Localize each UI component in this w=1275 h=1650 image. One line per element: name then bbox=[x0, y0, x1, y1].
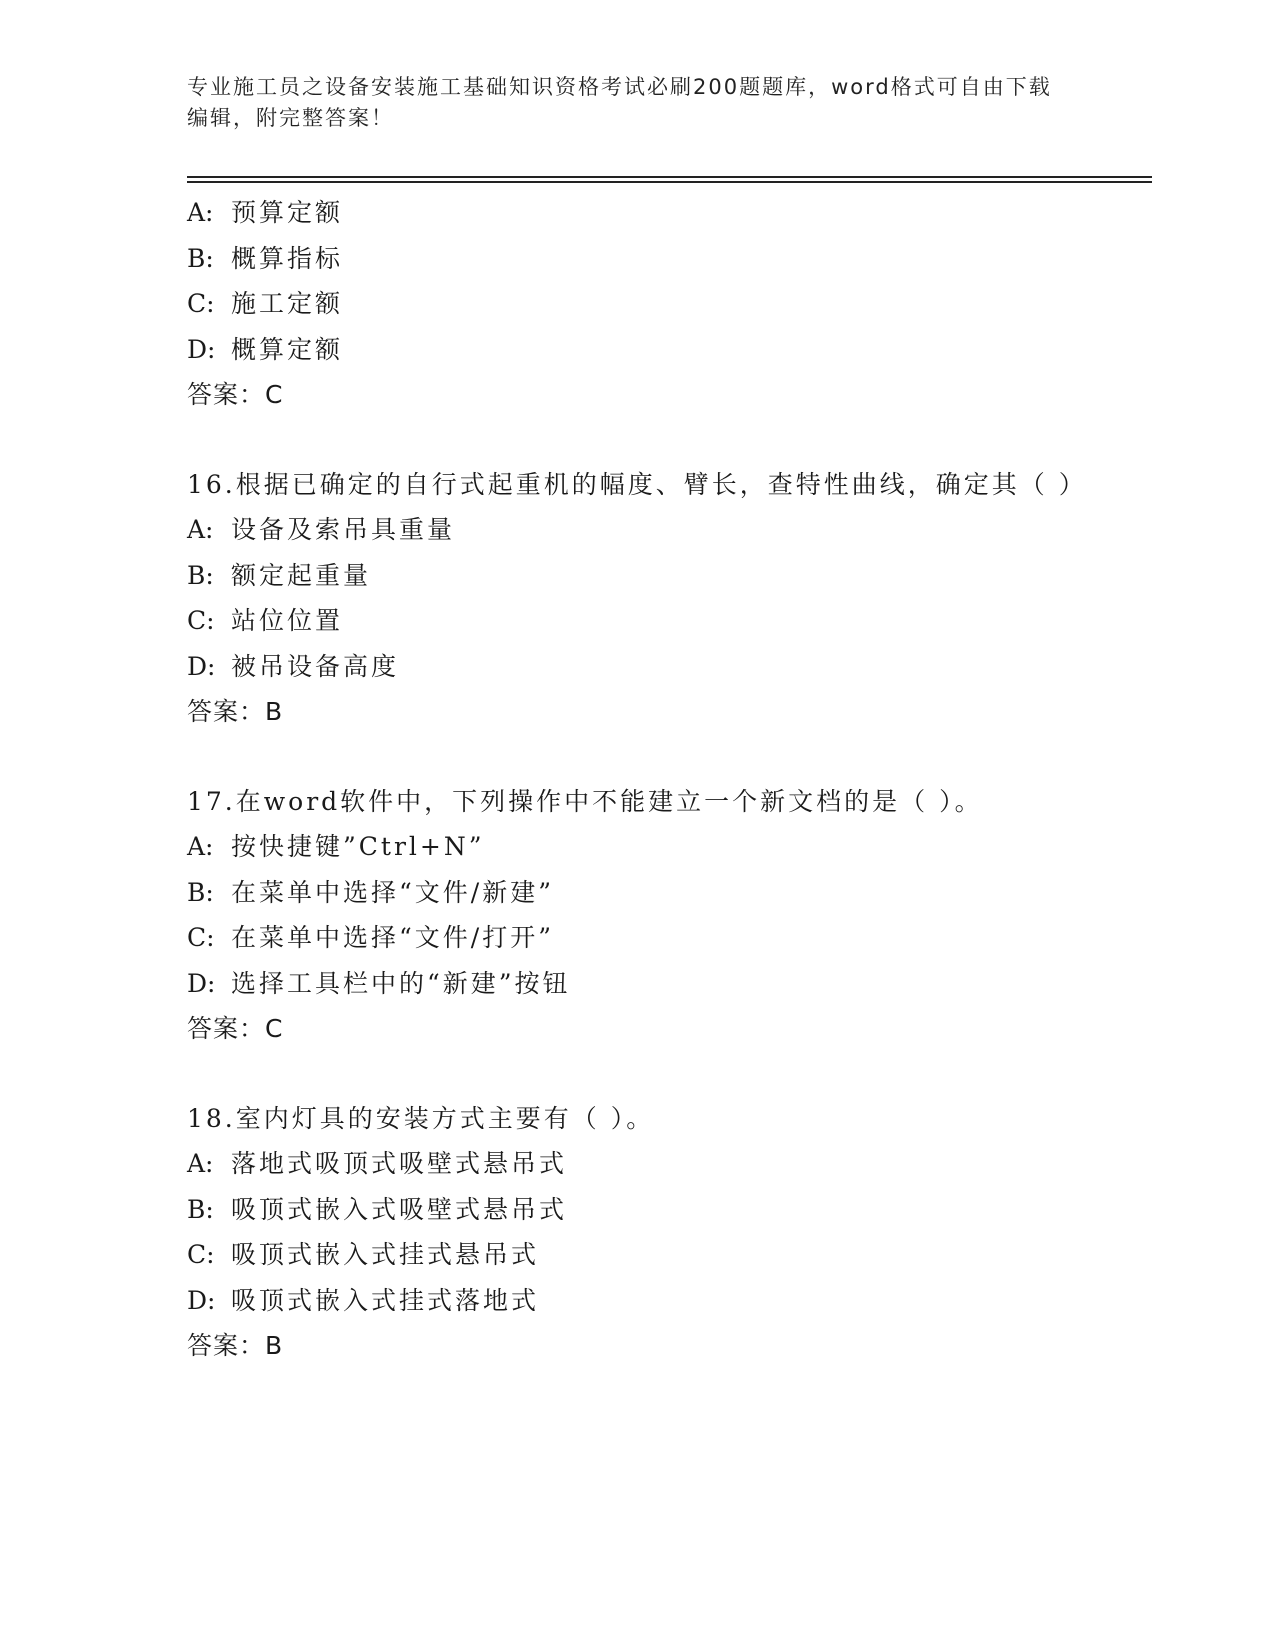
option-text: 吸顶式嵌入式挂式落地式 bbox=[231, 1285, 540, 1315]
option-b bbox=[187, 236, 1087, 282]
option-a bbox=[187, 824, 1087, 870]
option-text: 选择工具栏中的“新建”按钮 bbox=[231, 968, 571, 998]
option-text: 站位位置 bbox=[231, 606, 344, 635]
option-text: 预算定额 bbox=[231, 198, 344, 227]
option-c bbox=[187, 915, 1087, 961]
question-text: 16.根据已确定的自行式起重机的幅度、臂长，查特性曲线，确定其（ ） bbox=[187, 469, 1087, 499]
option-text: 概算定额 bbox=[231, 334, 344, 364]
option-letter: A: bbox=[187, 1149, 214, 1178]
option-letter: C: bbox=[187, 289, 215, 318]
question-text: 18.室内灯具的安装方式主要有（ ）。 bbox=[187, 1103, 655, 1133]
header-rule-top bbox=[187, 176, 1152, 178]
option-a bbox=[187, 190, 1087, 236]
question-gap bbox=[187, 1052, 1087, 1096]
option-text: 概算指标 bbox=[231, 243, 344, 273]
option-text: 在菜单中选择“文件/打开” bbox=[231, 923, 554, 952]
option-text: 额定起重量 bbox=[231, 560, 372, 590]
question-gap bbox=[187, 418, 1087, 462]
option-a bbox=[187, 1141, 1087, 1187]
option-text: 施工定额 bbox=[231, 289, 344, 318]
document-header: 专业施工员之设备安装施工基础知识资格考试必刷200题题库，word格式可自由下载编辑，附完整答案！ bbox=[187, 75, 1052, 130]
option-letter: A: bbox=[187, 515, 214, 544]
option-letter: C: bbox=[187, 1240, 215, 1269]
option-d bbox=[187, 644, 1087, 690]
question-18 bbox=[187, 1096, 1087, 1369]
option-text: 被吊设备高度 bbox=[231, 651, 400, 681]
option-text: 吸顶式嵌入式吸壁式悬吊式 bbox=[231, 1194, 568, 1224]
header-rule-bottom bbox=[187, 181, 1152, 183]
option-letter: B: bbox=[187, 877, 214, 907]
option-b bbox=[187, 553, 1087, 599]
option-text: 落地式吸顶式吸壁式悬吊式 bbox=[231, 1149, 568, 1178]
option-letter: B: bbox=[187, 560, 214, 590]
question-gap bbox=[187, 735, 1087, 779]
option-letter: D: bbox=[187, 334, 216, 364]
option-letter: A: bbox=[187, 198, 214, 227]
answer-line: 答案：C bbox=[187, 1014, 284, 1043]
option-letter: D: bbox=[187, 968, 216, 998]
question-16 bbox=[187, 462, 1087, 735]
option-letter: D: bbox=[187, 651, 216, 681]
option-letter: D: bbox=[187, 1285, 216, 1315]
option-text: 在菜单中选择“文件/新建” bbox=[231, 877, 554, 907]
option-text: 按快捷键”Ctrl+N” bbox=[231, 832, 485, 861]
answer-line: 答案：C bbox=[187, 380, 284, 409]
option-d bbox=[187, 1278, 1087, 1324]
option-a bbox=[187, 507, 1087, 553]
option-d bbox=[187, 327, 1087, 373]
option-d bbox=[187, 961, 1087, 1007]
option-text: 设备及索吊具重量 bbox=[231, 515, 456, 544]
question-list bbox=[187, 190, 1087, 1369]
option-letter: C: bbox=[187, 923, 215, 952]
answer-line: 答案：B bbox=[187, 1331, 284, 1360]
answer-line: 答案：B bbox=[187, 697, 284, 726]
option-letter: C: bbox=[187, 606, 215, 635]
option-text: 吸顶式嵌入式挂式悬吊式 bbox=[231, 1240, 540, 1269]
option-c bbox=[187, 598, 1087, 644]
question-15 bbox=[187, 190, 1087, 418]
option-b bbox=[187, 1187, 1087, 1233]
question-text: 17.在word软件中，下列操作中不能建立一个新文档的是（ ）。 bbox=[187, 786, 983, 816]
option-b bbox=[187, 870, 1087, 916]
option-c bbox=[187, 281, 1087, 327]
option-c bbox=[187, 1232, 1087, 1278]
question-17 bbox=[187, 779, 1087, 1052]
option-letter: A: bbox=[187, 832, 214, 861]
option-letter: B: bbox=[187, 1194, 214, 1224]
option-letter: B: bbox=[187, 243, 214, 273]
